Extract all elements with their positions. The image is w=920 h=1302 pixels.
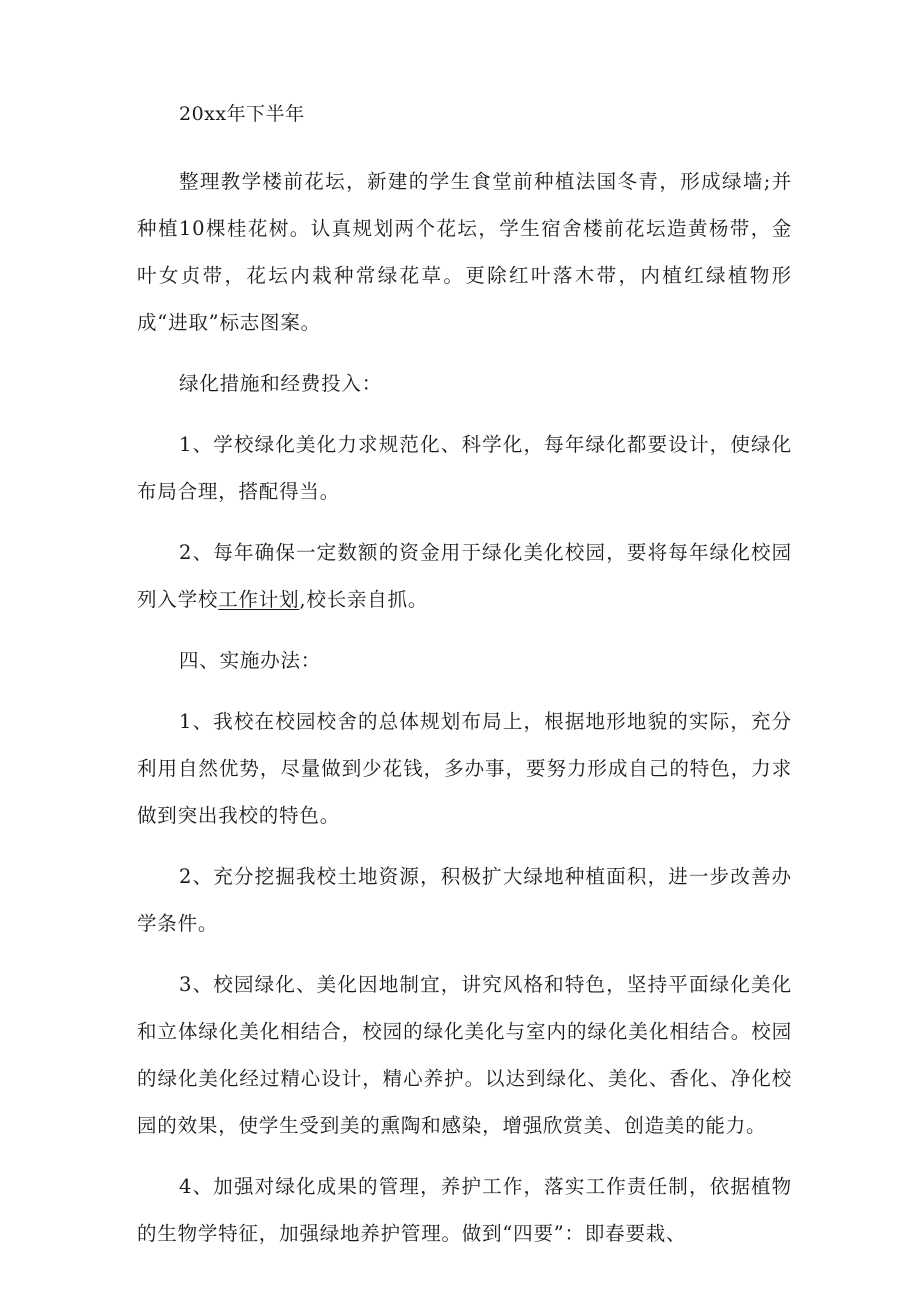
paragraph-method-3: 3、校园绿化、美化因地制宜，讲究风格和特色，坚持平面绿化美化和立体绿化美化相结合，校园的绿化美化与室内的绿化美化相结合。校园的绿化美化经过精心设计，精心养护。以达到绿化、美化、香化、净化校园的效果，使学生受到美的熏陶和感染，增强欣赏美、创造美的能力。 [137,973,792,1137]
paragraph-measures-title: 绿化措施和经费投入： [179,372,383,395]
paragraph-implementation-title: 四、实施办法： [179,649,322,672]
paragraph-measure-2 [137,529,792,623]
paragraph-method-2: 2、充分挖掘我校土地资源，积极扩大绿地种植面积，进一步改善办学条件。 [137,865,792,935]
paragraph-method-1: 1、我校在校园校舍的总体规划布局上，根据地形地貌的实际，充分利用自然优势，尽量做到少花钱，多办事，要努力形成自己的特色，力求做到突出我校的特色。 [137,710,792,827]
paragraph-method-4: 4、加强对绿化成果的管理，养护工作，落实工作责任制，依据植物的生物学特征，加强绿地养护管理。做到“四要”：即春要栽、 [137,1175,792,1245]
period-heading: 20xx年下半年 [179,103,305,125]
paragraph-measure-1: 1、学校绿化美化力求规范化、科学化，每年绿化都要设计，使绿化布局合理，搭配得当。 [137,433,792,503]
document-body [137,90,792,1273]
work-plan-link[interactable]: 工作计划 [218,588,300,611]
measure-2-text-before: 2、每年确保一定数额的资金用于绿化美化校园，要将每年绿化校园列入学校 [137,541,792,611]
measure-2-text-after: ,校长亲自抓。 [299,588,429,611]
paragraph-plan-second-half: 整理教学楼前花坛，新建的学生食堂前种植法国冬青，形成绿墙;并种植10棵桂花树。认真规划两个花坛，学生宿舍楼前花坛造黄杨带，金叶女贞带，花坛内栽种常绿花草。更除红叶落木带，内植红绿植物形成“进取”标志图案。 [137,170,792,334]
